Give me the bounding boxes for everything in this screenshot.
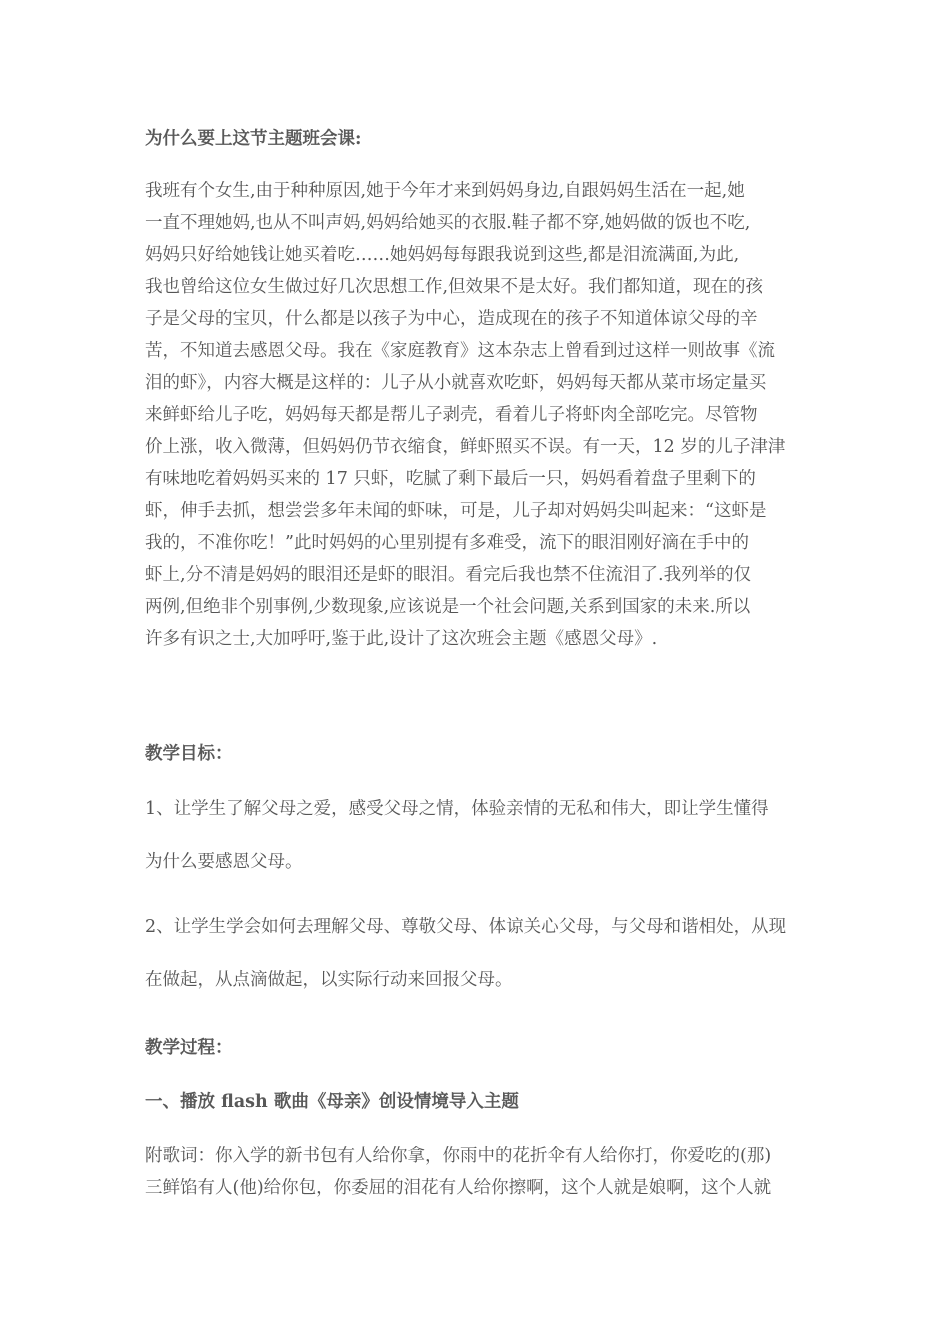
process-heading: 教学过程： <box>145 1038 233 1058</box>
goal-2-line-1: 2、让学生学会如何去理解父母、尊敬父母、体谅关心父母，与父母和谐相处，从现 <box>145 917 787 937</box>
goals-heading: 教学目标： <box>145 744 233 764</box>
why-body-line: 来鲜虾给儿子吃，妈妈每天都是帮儿子剥壳，看着儿子将虾肉全部吃完。尽管物 <box>145 405 758 425</box>
why-body-line: 我的，不准你吃！”此时妈妈的心里别提有多难受，流下的眼泪刚好滴在手中的 <box>145 533 749 553</box>
why-body <box>145 175 807 655</box>
why-body-line: 一直不理她妈,也从不叫声妈,妈妈给她买的衣服.鞋子都不穿,她妈做的饭也不吃, <box>145 213 751 233</box>
why-body-line: 泪的虾》，内容大概是这样的：儿子从小就喜欢吃虾，妈妈每天都从菜市场定量买 <box>145 373 767 393</box>
why-body-line: 价上涨，收入微薄，但妈妈仍节衣缩食，鲜虾照买不误。有一天，12 岁的儿子津津 <box>145 437 786 457</box>
lyrics-body <box>145 1140 807 1204</box>
goal-1-line-1: 1、让学生了解父母之爱，感受父母之情，体验亲情的无私和伟大，即让学生懂得 <box>145 799 769 819</box>
why-body-line: 虾，伸手去抓，想尝尝多年未闻的虾味，可是，儿子却对妈妈尖叫起来：“这虾是 <box>145 501 767 521</box>
why-body-line: 苦，不知道去感恩父母。我在《家庭教育》这本杂志上曾看到过这样一则故事《流 <box>145 341 775 361</box>
goal-2-line-2: 在做起，从点滴做起，以实际行动来回报父母。 <box>145 970 513 990</box>
why-body-line: 两例,但绝非个别事例,少数现象,应该说是一个社会问题,关系到国家的未来.所以 <box>145 597 751 617</box>
why-body-line: 我班有个女生,由于种种原因,她于今年才来到妈妈身边,自跟妈妈生活在一起,她 <box>145 181 745 201</box>
why-body-line: 许多有识之士,大加呼吁,鉴于此,设计了这次班会主题《感恩父母》. <box>145 629 658 649</box>
lyrics-line: 三鲜馅有人(他)给你包，你委屈的泪花有人给你擦啊，这个人就是娘啊，这个人就 <box>145 1178 772 1198</box>
lyrics-line: 附歌词：你入学的新书包有人给你拿，你雨中的花折伞有人给你打，你爱吃的(那) <box>145 1146 772 1166</box>
why-body-line: 妈妈只好给她钱让她买着吃……她妈妈每每跟我说到这些,都是泪流满面,为此, <box>145 245 740 265</box>
why-body-line: 子是父母的宝贝，什么都是以孩子为中心，造成现在的孩子不知道体谅父母的辛 <box>145 309 758 329</box>
why-heading: 为什么要上这节主题班会课: <box>145 129 362 149</box>
goal-1-line-2: 为什么要感恩父母。 <box>145 852 303 872</box>
why-body-line: 我也曾给这位女生做过好几次思想工作,但效果不是太好。我们都知道，现在的孩 <box>145 277 764 297</box>
why-body-line: 虾上,分不清是妈妈的眼泪还是虾的眼泪。看完后我也禁不住流泪了.我列举的仅 <box>145 565 752 585</box>
why-body-line: 有味地吃着妈妈买来的 17 只虾，吃腻了剩下最后一只，妈妈看着盘子里剩下的 <box>145 469 756 489</box>
step-1-heading: 一、播放 flash 歌曲《母亲》创设情境导入主题 <box>145 1092 519 1112</box>
